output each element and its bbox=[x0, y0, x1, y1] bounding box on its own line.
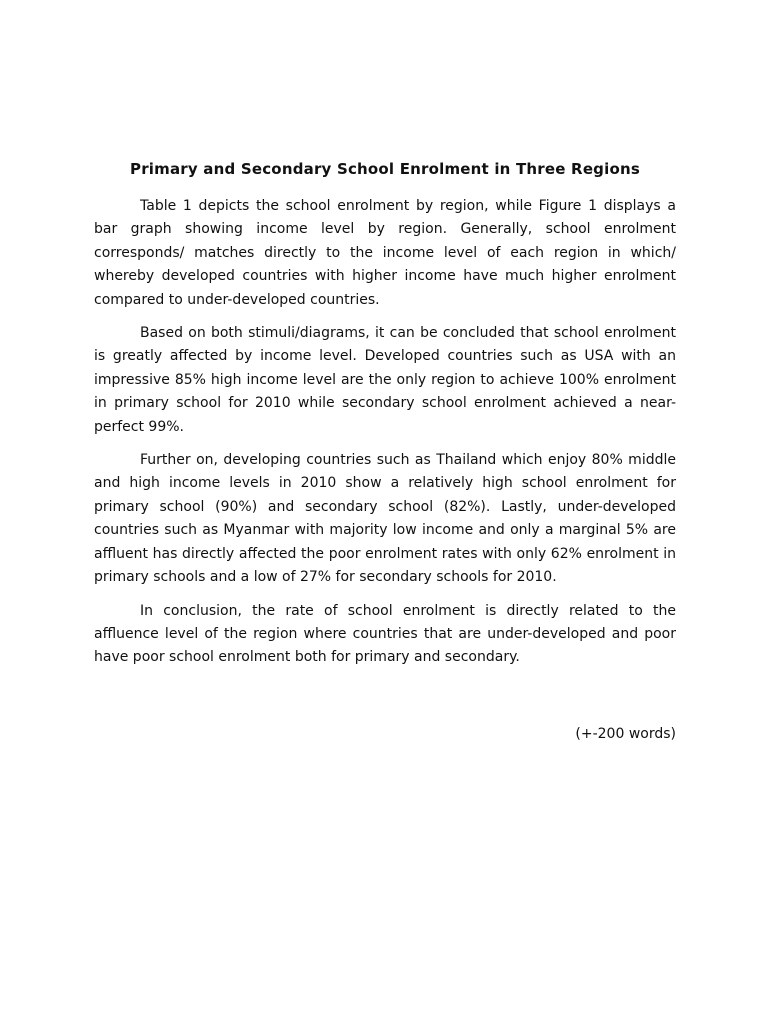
paragraph-developed: Based on both stimuli/diagrams, it can be concluded that school enrolment is greatly affected by income level. Developed countries such as USA with an impressive 85% high income level are the only region to achieve 100% enrolment in primary school for 2010 while secondary school enrolment achieved a near-perfect 99%. bbox=[94, 325, 676, 435]
word-count: (+-200 words) bbox=[575, 725, 676, 742]
paragraph-conclusion: In conclusion, the rate of school enrolment is directly related to the affluence level of the region where countries that are under-developed and poor have poor school enrolment both for primary and secondary. bbox=[94, 602, 676, 666]
essay-page bbox=[94, 160, 676, 742]
paragraph-intro: Table 1 depicts the school enrolment by region, while Figure 1 displays a bar graph showing income level by region. Generally, school enrolment corresponds/ matches directly to the income level of each region in which/ whereby developed countries with higher income have much higher enrolment compared to under-developed countries. bbox=[94, 198, 676, 308]
essay-title: Primary and Secondary School Enrolment in Three Regions bbox=[130, 160, 640, 178]
paragraph-developing: Further on, developing countries such as Thailand which enjoy 80% middle and high income levels in 2010 show a relatively high school enrolment for primary school (90%) and secondary school (82%). Lastly, under-developed countries such as Myanmar with majority low income and only a marginal 5% are affluent has directly affected the poor enrolment rates with only 62% enrolment in primary schools and a low of 27% for secondary schools for 2010. bbox=[94, 452, 676, 586]
